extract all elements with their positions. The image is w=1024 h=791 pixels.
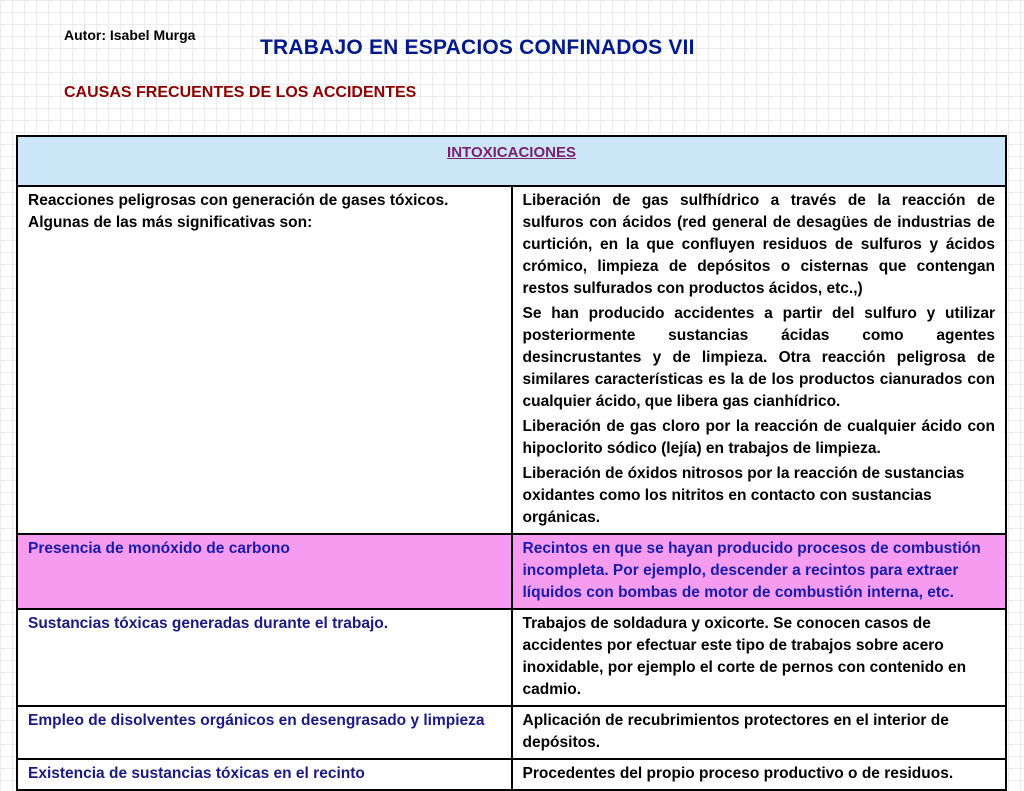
detail-cell	[512, 609, 1007, 706]
table-row	[17, 186, 1006, 534]
table-row	[17, 609, 1006, 706]
cause-cell: Empleo de disolventes orgánicos en desengrasado y limpieza	[17, 706, 512, 759]
table-row-highlighted	[17, 534, 1006, 609]
detail-cell	[512, 534, 1007, 609]
author-label: Autor: Isabel Murga	[64, 27, 196, 43]
detail-paragraph: Recintos en que se hayan producido procesos de combustión incompleta. Por ejemplo, descender a recintos para extraer líquidos con bombas de motor de combustión interna, etc.	[522, 540, 981, 601]
detail-cell	[512, 186, 1007, 534]
page-subtitle: CAUSAS FRECUENTES DE LOS ACCIDENTES	[64, 84, 417, 101]
detail-paragraph: Liberación de óxidos nitrosos por la reacción de sustancias oxidantes como los nitritos en contacto con sustancias orgánicas.	[522, 465, 965, 526]
detail-paragraph: Aplicación de recubrimientos protectores en el interior de depósitos.	[522, 712, 949, 751]
causes-table-container	[16, 135, 1007, 782]
detail-paragraph: Procedentes del propio proceso productivo o de residuos.	[522, 765, 954, 782]
detail-cell	[512, 706, 1007, 759]
cause-cell: Sustancias tóxicas generadas durante el trabajo.	[17, 609, 512, 706]
detail-paragraph: Liberación de gas cloro por la reacción de cualquier ácido con hipoclorito sódico (lejía) en trabajos de limpieza.	[522, 418, 995, 457]
table-row	[17, 706, 1006, 759]
table-row	[17, 759, 1006, 790]
table-header-cell	[17, 136, 1006, 186]
table-header-row	[17, 136, 1006, 186]
detail-paragraph: Se han producido accidentes a partir del sulfuro y utilizar posteriormente sustancias ácidas como agentes desincrustantes y de limpieza. Otra reacción peligrosa de similares características es la de los productos cianurados con cualquier ácido, que libera gas cianhídrico.	[522, 305, 995, 410]
page-title: TRABAJO EN ESPACIOS CONFINADOS VII	[260, 36, 695, 59]
cause-cell: Presencia de monóxido de carbono	[17, 534, 512, 609]
table-header-label: INTOXICACIONES	[447, 144, 576, 161]
detail-paragraph: Trabajos de soldadura y oxicorte. Se conocen casos de accidentes por efectuar este tipo de trabajos sobre acero inoxidable, por ejemplo el corte de pernos con contenido en cadmio.	[522, 615, 967, 698]
detail-cell	[512, 759, 1007, 790]
cause-cell: Existencia de sustancias tóxicas en el recinto	[17, 759, 512, 790]
cause-cell: Reacciones peligrosas con generación de gases tóxicos. Algunas de las más significativas son:	[17, 186, 512, 534]
causes-table	[16, 135, 1007, 791]
detail-paragraph: Liberación de gas sulfhídrico a través de la reacción de sulfuros con ácidos (red general de desagües de industrias de curtición, en la que confluyen residuos de sulfuros y ácidos crómico, limpieza de depósitos o cisternas que contengan restos sulfurados con productos ácidos, etc.,)	[522, 192, 995, 297]
